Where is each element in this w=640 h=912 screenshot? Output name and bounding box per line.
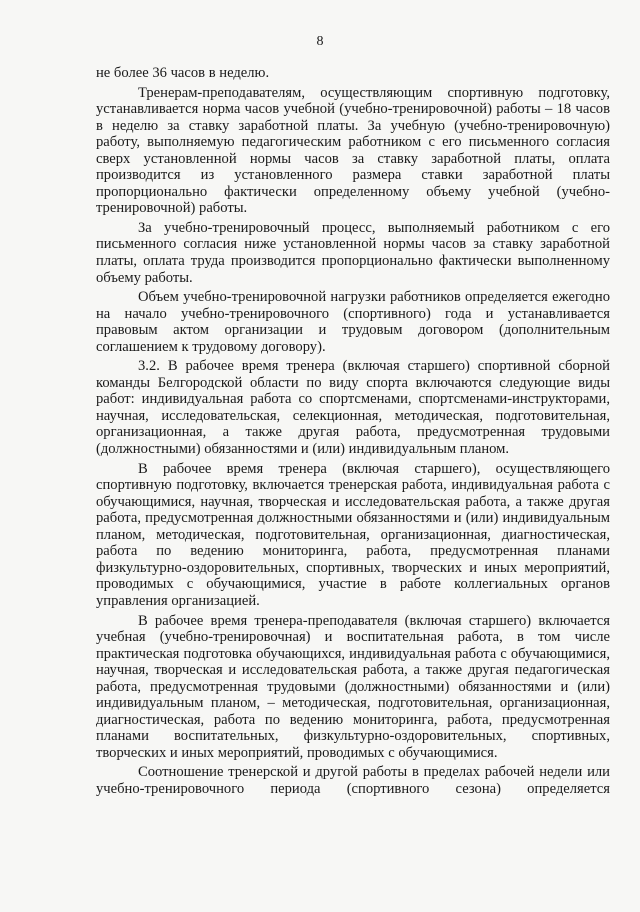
paragraph: В рабочее время тренера (включая старшего), осуществляющего спортивную подготовку, включается тренерская работа, индивидуальная работа с обучающимися, научная, творческая и исследовательская работа, а также другая работа, предусмотренная должностными обязанностями и (или) индивидуальным планом, методическая, подготовительная, организационная, диагностическая, работа по ведению мониторинга, работа, предусмотренная планами физкультурно-оздоровительных, спортивных, творческих и иных мероприятий, проводимых с обучающимися, участие в работе коллегиальных органов управления организацией. (96, 460, 610, 609)
document-body (96, 65, 610, 801)
paragraph: Объем учебно-тренировочной нагрузки работников определяется ежегодно на начало учебно-тренировочного (спортивного) года и устанавливается правовым актом организации и трудовым договором (дополнительным соглашением к трудовому договору). (96, 289, 610, 355)
paragraph: Соотношение тренерской и другой работы в пределах рабочей недели или учебно-тренировочного периода (спортивного сезона) определяется (96, 764, 610, 797)
paragraph: В рабочее время тренера-преподавателя (включая старшего) включается учебная (учебно-тренировочная) и воспитательная работа, в том числе практическая подготовка обучающихся, индивидуальная работа с обучающимися, научная, творческая и исследовательская работа, а также другая педагогическая работа, предусмотренная трудовыми (должностными) обязанностями и (или) индивидуальным планом, – методическая, подготовительная, организационная, диагностическая, работа по ведению мониторинга, работа, предусмотренная планами воспитательных, физкультурно-оздоровительных, спортивных, творческих и иных мероприятий, проводимых с обучающимися. (96, 612, 610, 761)
paragraph: не более 36 часов в неделю. (96, 65, 270, 81)
page-number: 8 (316, 34, 324, 49)
paragraph: Тренерам-преподавателям, осуществляющим спортивную подготовку, устанавливается норма часов учебной (учебно-тренировочной) работы – 18 часов в неделю за ставку заработной платы. За учебную (учебно-тренировочную) работу, выполняемую педагогическим работником с его письменного согласия сверх установленной нормы часов за ставку заработной платы, оплата производится из установленного размера ставки заработной платы пропорционально фактически определенному объему учебной (учебно-тренировочной) работы. (96, 84, 610, 217)
paragraph: 3.2. В рабочее время тренера (включая старшего) спортивной сборной команды Белгородской области по виду спорта включаются следующие виды работ: индивидуальная работа со спортсменами, спортсменами-инструкторами, научная, исследовательская, селекционная, методическая, подготовительная, организационная, а также другая работа, предусмотренная трудовыми (должностными) обязанностями и (или) индивидуальным планом. (96, 358, 610, 458)
paragraph: За учебно-тренировочный процесс, выполняемый работником с его письменного согласия ниже установленной нормы часов за ставку заработной платы, оплата труда производится пропорционально фактически выполненному объему работы. (96, 219, 610, 286)
